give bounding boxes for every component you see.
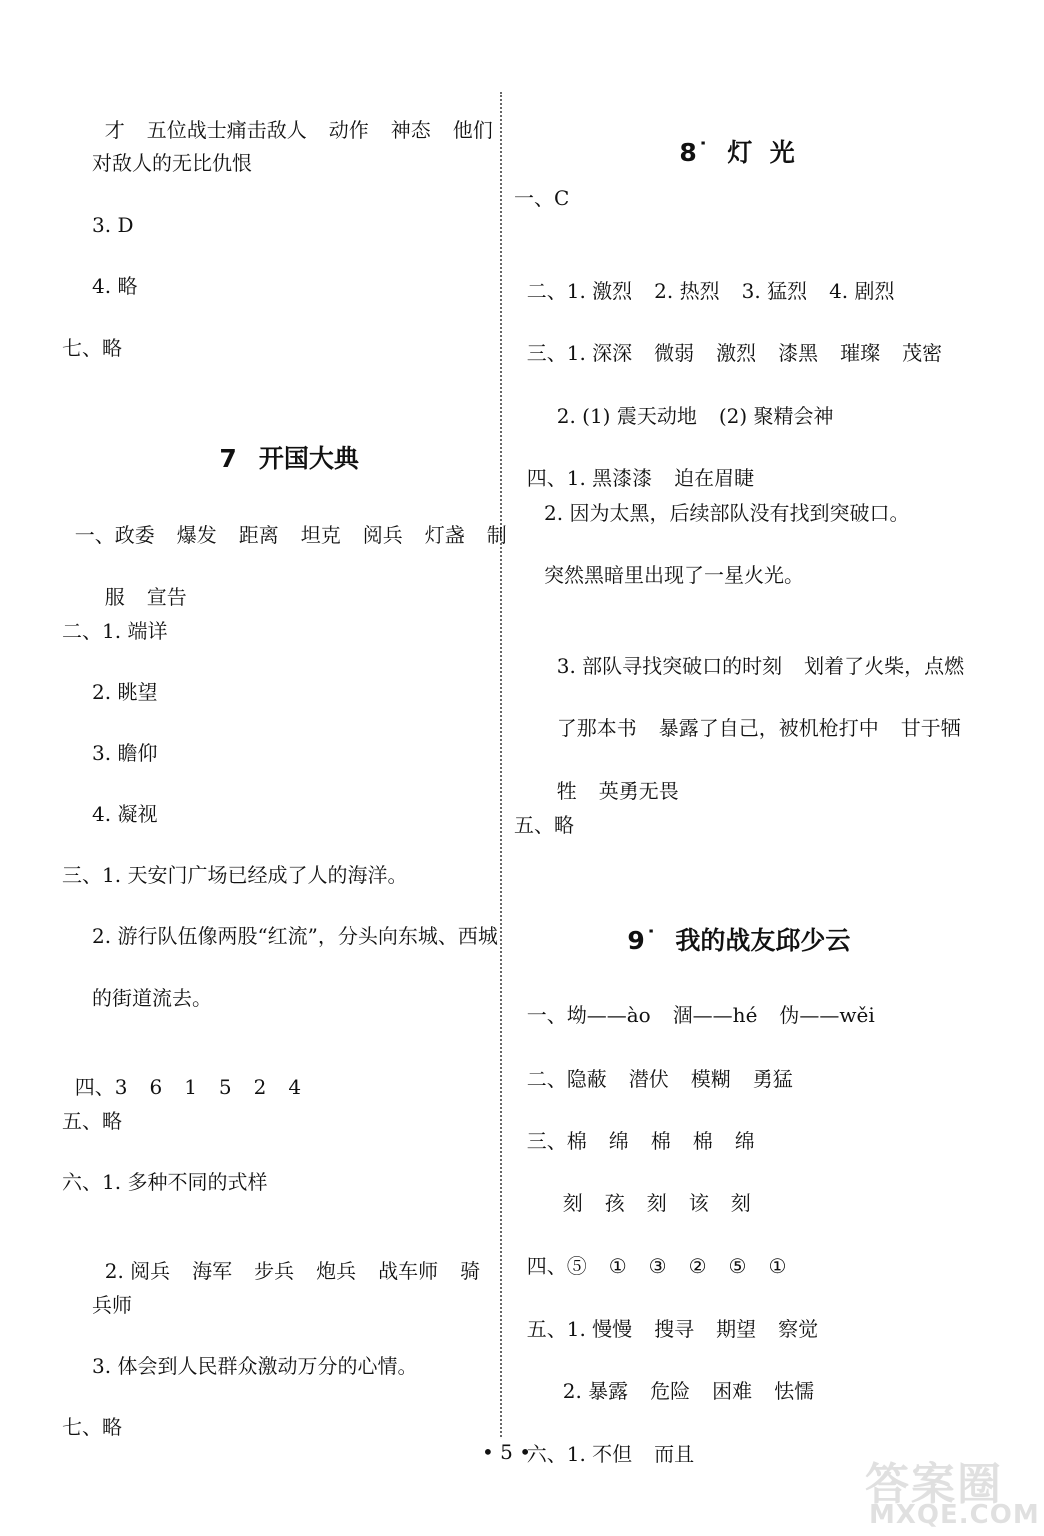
column-divider — [500, 92, 502, 1437]
answer-line: 3. 部队寻找突破口的时刻 划着了火柴，点燃 — [556, 654, 965, 678]
answer-line: 4. 略 — [92, 274, 138, 298]
answer-line: 刻 孩 刻 该 刻 — [562, 1191, 751, 1215]
lesson-title-8: 8˙ 灯 光 — [679, 138, 795, 167]
answer-line: 3. 瞻仰 — [92, 741, 158, 765]
answer-line: 突然黑暗里出现了一星火光。 — [544, 563, 804, 587]
page-number: • 5 • — [482, 1440, 532, 1464]
answer-line: 五、略 — [62, 1109, 122, 1133]
lesson-title-9: 9˙ 我的战友邱少云 — [627, 926, 851, 955]
answer-line: 二、1. 端详 — [62, 619, 168, 643]
answer-line: 对敌人的无比仇恨 — [92, 151, 252, 175]
answer-line: 五、1. 慢慢 搜寻 期望 察觉 — [526, 1317, 819, 1341]
answer-line: 五、略 — [514, 813, 574, 837]
answer-line: 四、3 6 1 5 2 4 — [74, 1075, 302, 1099]
answer-line: 3. D — [92, 213, 134, 237]
answer-line: 2. 游行队伍像两股“红流”，分头向东城、西城 — [92, 924, 498, 948]
answer-line: 二、1. 激烈 2. 热烈 3. 猛烈 4. 剧烈 — [526, 279, 895, 303]
answer-line: 七、略 — [62, 1415, 122, 1439]
answer-line: 牲 英勇无畏 — [556, 779, 679, 803]
lesson-title-7: 7 开国大典 — [219, 444, 359, 473]
answer-line: 了那本书 暴露了自己，被机枪打中 甘于牺 — [556, 716, 961, 740]
answer-line: 一、坳——ào 涸——hé 伪——wěi — [526, 1003, 875, 1027]
answer-line: 四、⑤ ① ③ ② ⑤ ① — [526, 1254, 787, 1278]
answer-line: 兵师 — [92, 1293, 132, 1317]
answer-line: 2. 眺望 — [92, 680, 158, 704]
answer-line: 六、1. 不但 而且 — [526, 1442, 695, 1466]
answer-line: 4. 凝视 — [92, 802, 158, 826]
answer-line: 才 五位战士痛击敌人 动作 神态 他们 — [104, 118, 493, 142]
watermark-logo: 答案圈 MXQE.COM — [865, 1459, 1040, 1530]
answer-line: 四、1. 黑漆漆 迫在眉睫 — [526, 466, 755, 490]
answer-line: 二、隐蔽 潜伏 模糊 勇猛 — [526, 1067, 793, 1091]
answer-line: 一、政委 爆发 距离 坦克 阅兵 灯盏 制 — [74, 523, 507, 547]
answer-line: 服 宣告 — [104, 585, 187, 609]
answer-line: 一、C — [514, 186, 570, 210]
answer-line: 六、1. 多种不同的式样 — [62, 1170, 268, 1194]
answer-line: 三、棉 绵 棉 棉 绵 — [526, 1129, 755, 1153]
answer-line: 三、1. 天安门广场已经成了人的海洋。 — [62, 863, 408, 887]
answer-line: 三、1. 深深 微弱 激烈 漆黑 璀璨 茂密 — [526, 341, 943, 365]
answer-line: 七、略 — [62, 336, 122, 360]
answer-line: 的街道流去。 — [92, 986, 212, 1010]
answer-line: 3. 体会到人民群众激动万分的心情。 — [92, 1354, 418, 1378]
answer-line: 2. 因为太黑，后续部队没有找到突破口。 — [544, 501, 910, 525]
answer-line: 2. 阅兵 海军 步兵 炮兵 战车师 骑 — [104, 1259, 481, 1283]
answer-line: 2. (1) 震天动地 (2) 聚精会神 — [556, 404, 834, 428]
answer-line: 2. 暴露 危险 困难 怯懦 — [562, 1379, 815, 1403]
